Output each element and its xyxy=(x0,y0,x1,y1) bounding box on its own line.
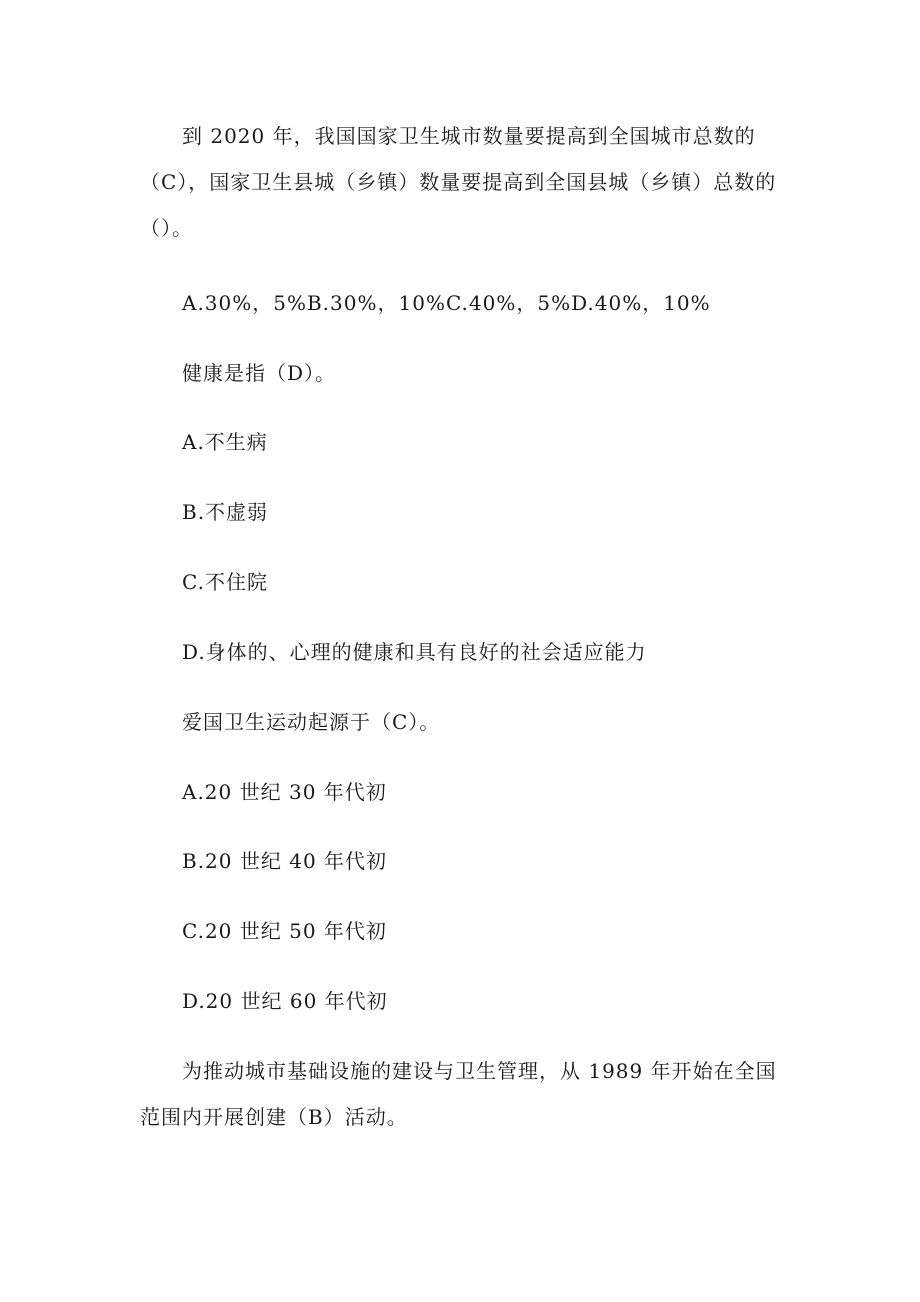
question-3-option-b: B.20 世纪 40 年代初 xyxy=(182,849,388,873)
question-3-option-d: D.20 世纪 60 年代初 xyxy=(182,989,388,1013)
question-2-option-d: D.身体的、心理的健康和具有良好的社会适应能力 xyxy=(182,640,647,664)
question-2-stem: 健康是指（D）。 xyxy=(182,361,337,385)
question-2-option-b: B.不虚弱 xyxy=(182,500,269,524)
question-2-option-c: C.不住院 xyxy=(182,570,268,594)
question-3-option-c: C.20 世纪 50 年代初 xyxy=(182,919,387,943)
question-3-option-a: A.20 世纪 30 年代初 xyxy=(182,780,387,804)
question-1-options: A.30%，5%B.30%，10%C.40%，5%D.40%，10% xyxy=(182,291,711,315)
question-2-option-a: A.不生病 xyxy=(182,430,268,454)
question-3-stem: 爱国卫生运动起源于（C）。 xyxy=(182,710,441,734)
question-4-stem: 为推动城市基础设施的建设与卫生管理，从 1989 年开始在全国范围内开展创建（B）活动。 xyxy=(140,1059,777,1129)
question-1-stem: 到 2020 年，我国国家卫生城市数量要提高到全国城市总数的（C），国家卫生县城（乡镇）数量要提高到全国县城（乡镇）总数的（）。 xyxy=(140,124,777,240)
